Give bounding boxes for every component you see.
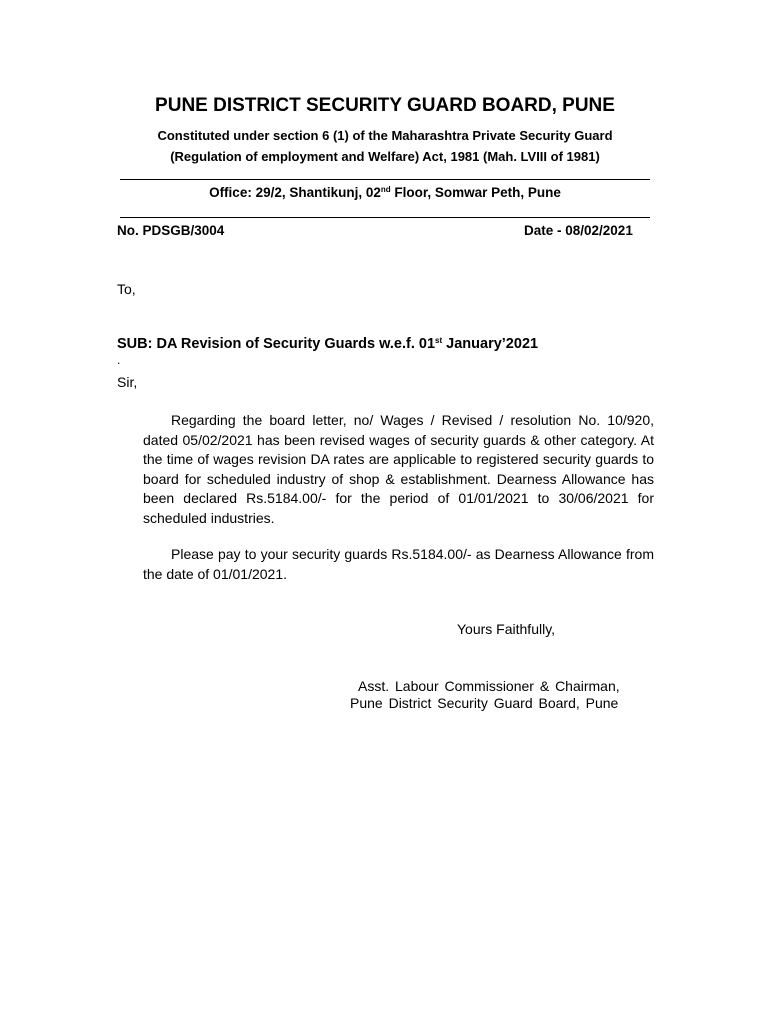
letter-date: Date - 08/02/2021 [524,223,633,238]
salutation: Sir, [117,374,138,390]
board-title: PUNE DISTRICT SECURITY GUARD BOARD, PUNE [155,95,615,116]
recipient-to: To, [117,281,136,297]
body-paragraph-1: Regarding the board letter, no/ Wages / Revised / resolution No. 10/920, dated 05/02/2021 has been revised wages of security guards & other category. At the time of wages revision DA rates are applicable to registered security guards to board for scheduled industry of shop & establishment. Dearness Allowance has been declared Rs.5184.00/- for the period of 01/01/2021 to 30/06/2021 for scheduled industries. [143,412,654,526]
header-divider-top [120,179,650,180]
signatory-line-2: Pune District Security Guard Board, Pune [350,695,619,711]
header-divider-bottom [120,217,650,218]
signatory-line-1: Asst. Labour Commissioner & Chairman, [358,678,620,694]
separator-dot: . [117,353,121,367]
constitution-line-2: (Regulation of employment and Welfare) Act, 1981 (Mah. LVIII of 1981) [170,149,600,164]
subject-line: SUB: DA Revision of Security Guards w.e.f. 01st January’2021 [117,336,539,352]
constitution-line-1: Constituted under section 6 (1) of the Maharashtra Private Security Guard [157,128,613,143]
office-address: Office: 29/2, Shantikunj, 02nd Floor, Somwar Peth, Pune [209,185,561,200]
reference-number: No. PDSGB/3004 [117,223,225,238]
body-paragraph-2: Please pay to your security guards Rs.5184.00/- as Dearness Allowance from the date of 01/01/2021. [143,546,654,582]
closing-text: Yours Faithfully, [457,621,556,637]
